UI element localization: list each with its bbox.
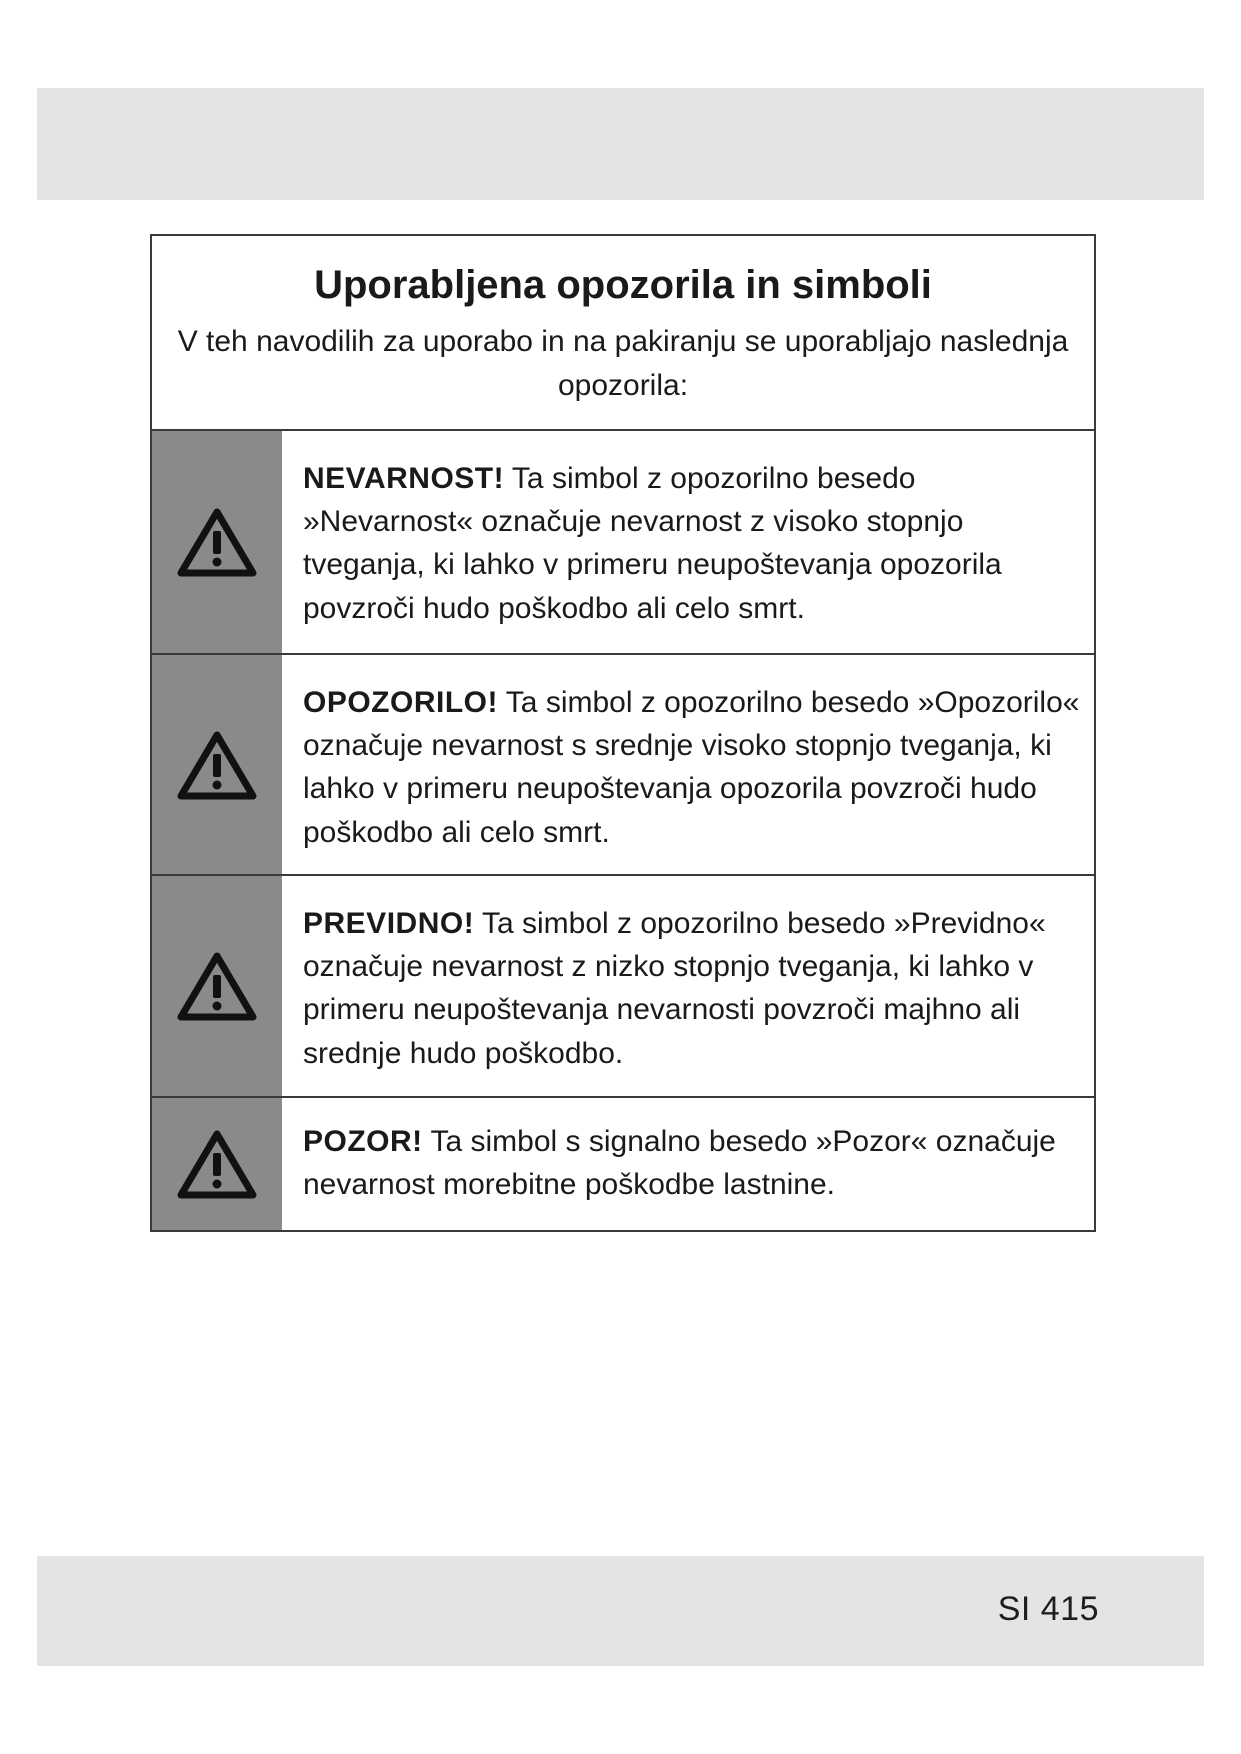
warnings-table — [150, 234, 1096, 1232]
warning-row-danger — [152, 431, 1094, 653]
intro-text: V teh navodilih za uporabo in na pakiranju se uporabljajo naslednja opozorila: — [177, 325, 1069, 402]
warning-triangle-icon — [176, 950, 258, 1022]
icon-cell — [152, 1098, 282, 1230]
header-band — [37, 88, 1204, 200]
warning-triangle-icon — [176, 506, 258, 578]
icon-cell — [152, 431, 282, 653]
warning-text — [282, 1098, 1094, 1230]
warning-description: Ta simbol z opozorilno besedo »Opozorilo« označuje nevarnost s srednje visoko stopnjo tveganja, ki lahko v primeru neupoštevanja opozorila povzroči hudo poškodbo ali celo smrt. — [303, 686, 1080, 849]
warning-description: Ta simbol z opozorilno besedo »Nevarnost« označuje nevarnost z visoko stopnjo tveganja, ki lahko v primeru neupoštevanja opozorila povzroči hudo poškodbo ali celo smrt. — [303, 462, 1002, 625]
icon-cell — [152, 655, 282, 874]
signal-word: PREVIDNO! — [303, 907, 475, 940]
warning-row-caution — [152, 874, 1094, 1096]
warning-triangle-icon — [176, 1128, 258, 1200]
signal-word: POZOR! — [303, 1125, 423, 1158]
warning-description: Ta simbol s signalno besedo »Pozor« označuje nevarnost morebitne poškodbe lastnine. — [303, 1125, 1056, 1202]
warning-triangle-icon — [176, 729, 258, 801]
warning-row-warning — [152, 653, 1094, 874]
page-title: Uporabljena opozorila in simboli — [314, 263, 932, 307]
warning-description: Ta simbol z opozorilno besedo »Previdno« označuje nevarnost z nizko stopnjo tveganja, ki lahko v primeru neupoštevanja nevarnosti povzroči majhno ali srednje hudo poškodbo. — [303, 907, 1046, 1070]
table-header — [152, 236, 1094, 431]
signal-word: OPOZORILO! — [303, 686, 498, 719]
page-number: SI 415 — [997, 1590, 1099, 1628]
signal-word: NEVARNOST! — [303, 462, 505, 495]
warning-row-notice — [152, 1096, 1094, 1230]
warning-text — [282, 655, 1094, 874]
warning-text — [282, 876, 1094, 1096]
warning-text — [282, 431, 1094, 653]
icon-cell — [152, 876, 282, 1096]
